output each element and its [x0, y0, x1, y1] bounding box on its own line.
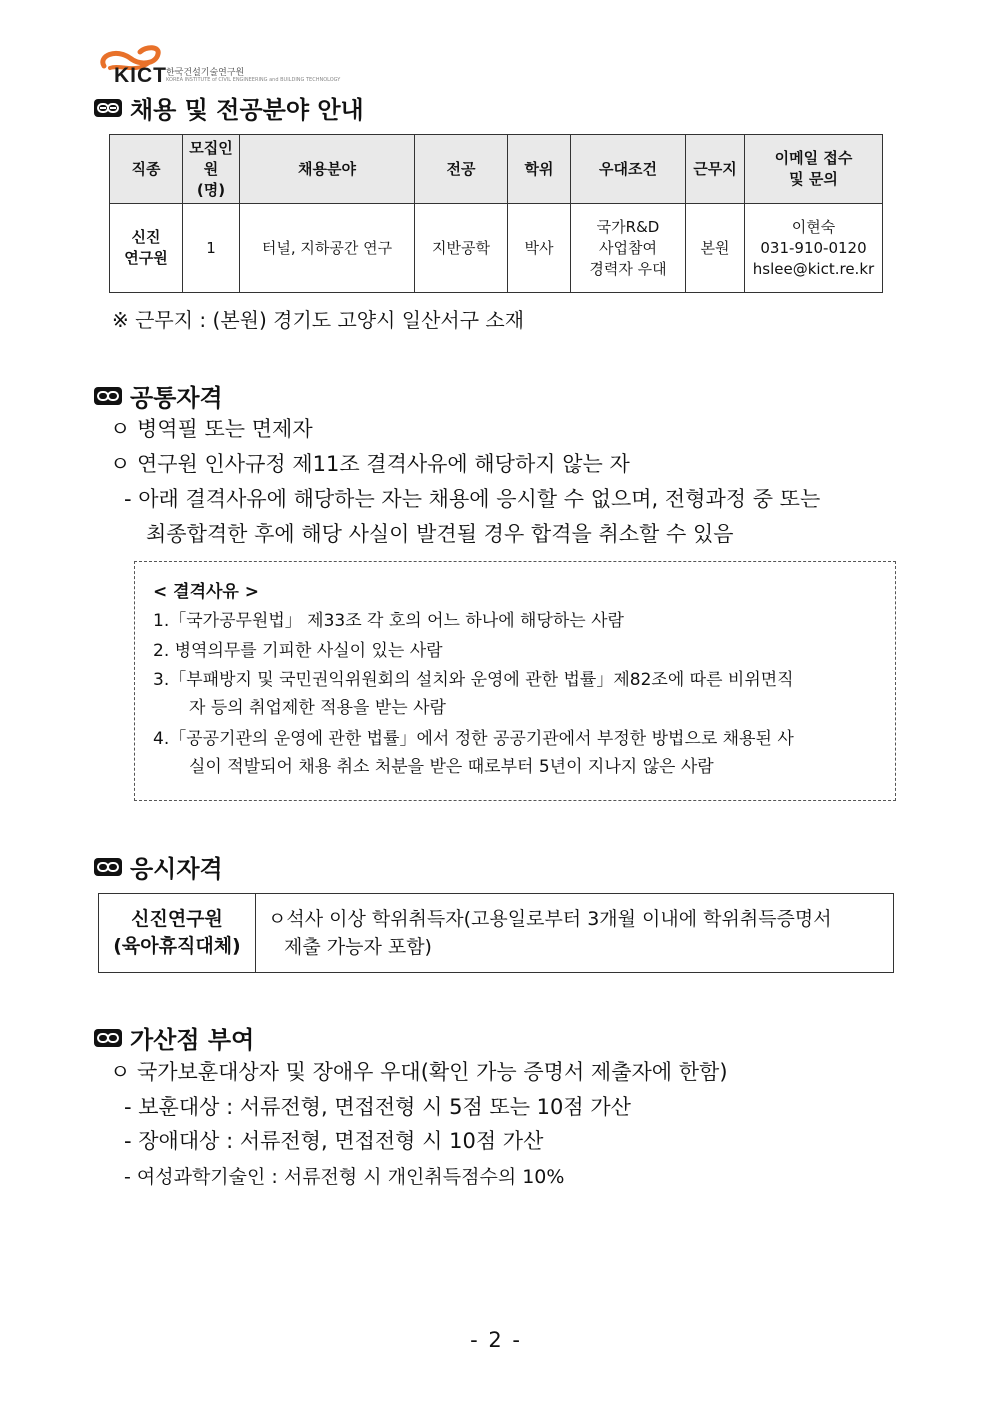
td-contact: [745, 204, 883, 293]
logo-org-en: KOREA INSTITUTE of CIVIL ENGINEERING and BUILDING TECHNOLOGY: [166, 77, 341, 83]
th-job: 직종: [110, 135, 183, 204]
td-pref-l3: 경력자 우대: [589, 259, 667, 278]
eligibility-desc-l1: ㅇ석사 이상 학위취득자(고용일로부터 3개월 이내에 학위취득증명서: [268, 908, 832, 930]
sub-item-line2: 최종합격한 후에 해당 사실이 발견될 경우 합격을 취소할 수 있음: [146, 522, 734, 546]
sub-item: - 장애대상 : 서류전형, 면접전형 시 10점 가산: [124, 1129, 544, 1153]
table-row: [99, 894, 894, 973]
eligibility-label-l2: (육아휴직대체): [113, 935, 241, 957]
logo-org-name: 한국건설기술연구원: [166, 68, 245, 78]
eligibility-desc: [256, 894, 894, 973]
sub-item-line1: - 아래 결격사유에 해당하는 자는 채용에 응시할 수 없으며, 전형과정 중 또는: [124, 487, 821, 511]
td-loc: 본원: [686, 204, 745, 293]
disqualification-box: [134, 561, 896, 801]
td-major: 지반공학: [415, 204, 508, 293]
section-title-common: [94, 378, 223, 413]
section-title-eligibility: [94, 849, 223, 884]
td-count: 1: [183, 204, 240, 293]
th-loc: 근무지: [686, 135, 745, 204]
recruit-table: [109, 134, 883, 293]
sub-item: - 보훈대상 : 서류전형, 면접전형 시 5점 또는 10점 가산: [124, 1095, 631, 1119]
th-pref: 우대조건: [571, 135, 686, 204]
box-line: 2. 병역의무를 기피한 사실이 있는 사람: [153, 641, 443, 661]
box-title: < 결격사유 >: [153, 582, 260, 602]
section-title-text: 응시자격: [130, 855, 223, 883]
td-job-l2: 연구원: [124, 249, 168, 267]
list-item: ㅇ 연구원 인사규정 제11조 결격사유에 해당하지 않는 자: [110, 452, 630, 476]
section-title-recruit: [94, 90, 364, 125]
eligibility-table: [98, 893, 894, 973]
td-degree: 박사: [508, 204, 571, 293]
box-line: 1.「국가공무원법」 제33조 각 호의 어느 하나에 해당하는 사람: [153, 611, 624, 631]
list-item: ㅇ 국가보훈대상자 및 장애우 우대(확인 가능 증명서 제출자에 한함): [110, 1060, 728, 1084]
box-line: 실이 적발되어 채용 취소 처분을 받은 때로부터 5년이 지나지 않은 사람: [189, 757, 714, 777]
box-line: 자 등의 취업제한 적용을 받는 사람: [189, 698, 446, 718]
th-count-l2: 원: [203, 159, 219, 178]
list-item: ㅇ 병역필 또는 면제자: [110, 417, 313, 441]
table-header-row: [110, 135, 883, 204]
sub-item: - 여성과학기술인 : 서류전형 시 개인취득점수의 10%: [124, 1166, 565, 1188]
th-major: 전공: [415, 135, 508, 204]
section-title-text: 공통자격: [130, 384, 223, 412]
link-bullet-icon: [94, 387, 122, 405]
eligibility-label-l1: 신진연구원: [131, 908, 223, 930]
eligibility-label: [99, 894, 256, 973]
td-contact-phone: 031-910-0120: [760, 238, 867, 257]
td-pref-l2: 사업참여: [599, 238, 657, 257]
logo-abbr: KICT: [114, 64, 167, 87]
td-pref: [571, 204, 686, 293]
td-pref-l1: 국가R&D: [596, 217, 660, 236]
td-contact-email[interactable]: hslee@kict.re.kr: [752, 259, 875, 278]
th-count-l1: 모집인: [189, 138, 233, 157]
th-count-l3: (명): [196, 180, 226, 199]
page-number: - 2 -: [470, 1328, 522, 1352]
th-degree: 학위: [508, 135, 571, 204]
work-location-note: ※ 근무지 : (본원) 경기도 고양시 일산서구 소재: [112, 308, 525, 332]
th-contact-l2: 및 문의: [789, 170, 838, 188]
box-line: 4.「공공기관의 운영에 관한 법률」에서 정한 공공기관에서 부정한 방법으로 채용된 사: [153, 729, 794, 749]
section-title-text: 가산점 부여: [130, 1026, 255, 1054]
td-job-l1: 신진: [131, 228, 161, 246]
link-bullet-icon: [94, 99, 122, 117]
th-contact: [745, 135, 883, 204]
td-contact-name: 이현숙: [791, 217, 836, 236]
th-field: 채용분야: [240, 135, 415, 204]
table-row: [110, 204, 883, 293]
th-count: [183, 135, 240, 204]
th-contact-l1: 이메일 접수: [774, 149, 853, 167]
box-line: 3.「부패방지 및 국민권익위원회의 설치와 운영에 관한 법률」제82조에 따른 비위면직: [153, 670, 794, 690]
td-job: [110, 204, 183, 293]
eligibility-desc-l2: 제출 가능자 포함): [284, 936, 432, 958]
link-bullet-icon: [94, 1029, 122, 1047]
section-title-text: 채용 및 전공분야 안내: [130, 96, 364, 124]
td-field: 터널, 지하공간 연구: [240, 204, 415, 293]
section-title-bonus: [94, 1020, 254, 1055]
link-bullet-icon: [94, 858, 122, 876]
